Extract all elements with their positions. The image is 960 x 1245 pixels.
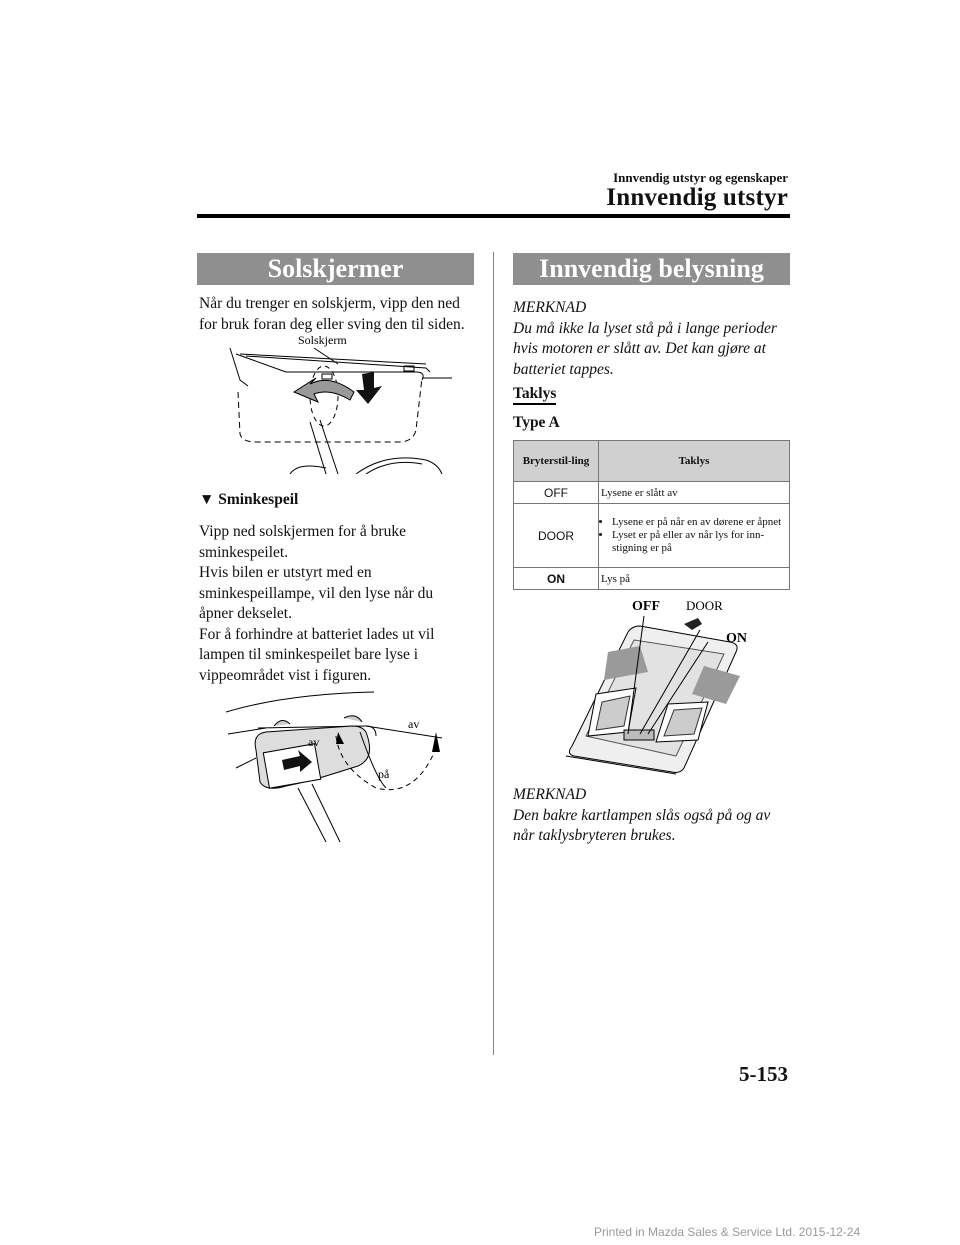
table-cell: Lysene er slått av: [599, 482, 790, 504]
table-cell: [599, 504, 790, 568]
mirror-off-label-right: av: [408, 717, 420, 731]
mirror-heading-text: Sminkespeil: [218, 491, 299, 508]
table-header-switch: Bryterstil-ling: [514, 441, 599, 482]
table-row: [514, 568, 790, 590]
table-header-taklys: Taklys: [599, 441, 790, 482]
mirror-off-label-left: av: [308, 735, 320, 749]
taklys-heading: [513, 385, 556, 403]
table-cell: Lys på: [599, 568, 790, 590]
note-1-title: MERKNAD: [513, 299, 587, 316]
mirror-line: Hvis bilen er utstyrt med en: [199, 564, 372, 581]
mirror-line: sminkespeilet.: [199, 543, 289, 561]
mirror-line: Vipp ned solskjermen for å bruke: [199, 523, 406, 540]
running-header-section: Innvendig utstyr og egenskaper: [613, 170, 788, 185]
table-header-row: [514, 441, 790, 482]
door-symbol-icon: [684, 618, 702, 630]
list-item: • Lysene er på når en av dørene er åpnet: [612, 516, 788, 529]
note-1-line: hvis motoren er slått av. Det kan gjøre at: [513, 340, 766, 357]
note-2-title: MERKNAD: [513, 786, 587, 803]
overhead-console-figure: [544, 596, 758, 786]
type-a-heading: Type A: [513, 414, 560, 431]
triangle-bullet-icon: ▼: [199, 491, 215, 508]
taklys-heading-text: Taklys: [513, 385, 556, 405]
note-2: [513, 785, 793, 847]
sunvisor-figure: [226, 334, 452, 474]
note-1: [513, 298, 793, 380]
switch-on: ON: [514, 568, 599, 590]
note-2-line: Den bakre kartlampen slås også på og av: [513, 806, 771, 824]
console-door-label: DOOR: [686, 598, 723, 613]
column-divider: [493, 252, 494, 1055]
mirror-line: åpner dekselet.: [199, 605, 292, 622]
sunvisor-callout: Solskjerm: [298, 334, 347, 347]
mirror-line: sminkespeillampe, vil den lyse når du: [199, 584, 434, 602]
console-off-label: OFF: [632, 599, 660, 614]
table-row: [514, 504, 790, 568]
vanity-mirror-figure: [226, 688, 452, 842]
table-row: [514, 482, 790, 504]
header-rule: [197, 214, 790, 218]
taklys-table: [513, 440, 790, 590]
console-on-label: ON: [726, 631, 747, 646]
mirror-text: [199, 522, 484, 686]
note-1-line: batteriet tappes.: [513, 360, 614, 378]
switch-off: OFF: [514, 482, 599, 504]
note-2-line: når taklysbryteren brukes.: [513, 827, 676, 844]
mirror-line: vippeområdet vist i figuren.: [199, 666, 372, 684]
running-header-title: Innvendig utstyr: [606, 184, 788, 211]
list-item: • Lyset er på eller av når lys for inn-stigning er på: [612, 529, 788, 555]
sunvisor-intro: Når du trenger en solskjerm, vipp den ned for bruk foran deg eller sving den til siden.: [199, 295, 465, 333]
footer-watermark: Printed in Mazda Sales & Service Ltd. 2015-12-24: [594, 1225, 861, 1239]
mirror-line: lampen til sminkespeilet bare lyse i: [199, 646, 419, 663]
section-banner-belysning: Innvendig belysning: [513, 253, 790, 285]
mirror-heading: [199, 491, 298, 509]
mirror-line: For å forhindre at batteriet lades ut vil: [199, 625, 435, 643]
switch-door: DOOR: [514, 504, 599, 568]
mirror-on-label: på: [378, 767, 390, 781]
note-1-line: Du må ikke la lyset stå på i lange perioder: [513, 319, 777, 337]
page-number: 5-153: [739, 1062, 788, 1086]
section-banner-solskjermer: Solskjermer: [197, 253, 474, 285]
